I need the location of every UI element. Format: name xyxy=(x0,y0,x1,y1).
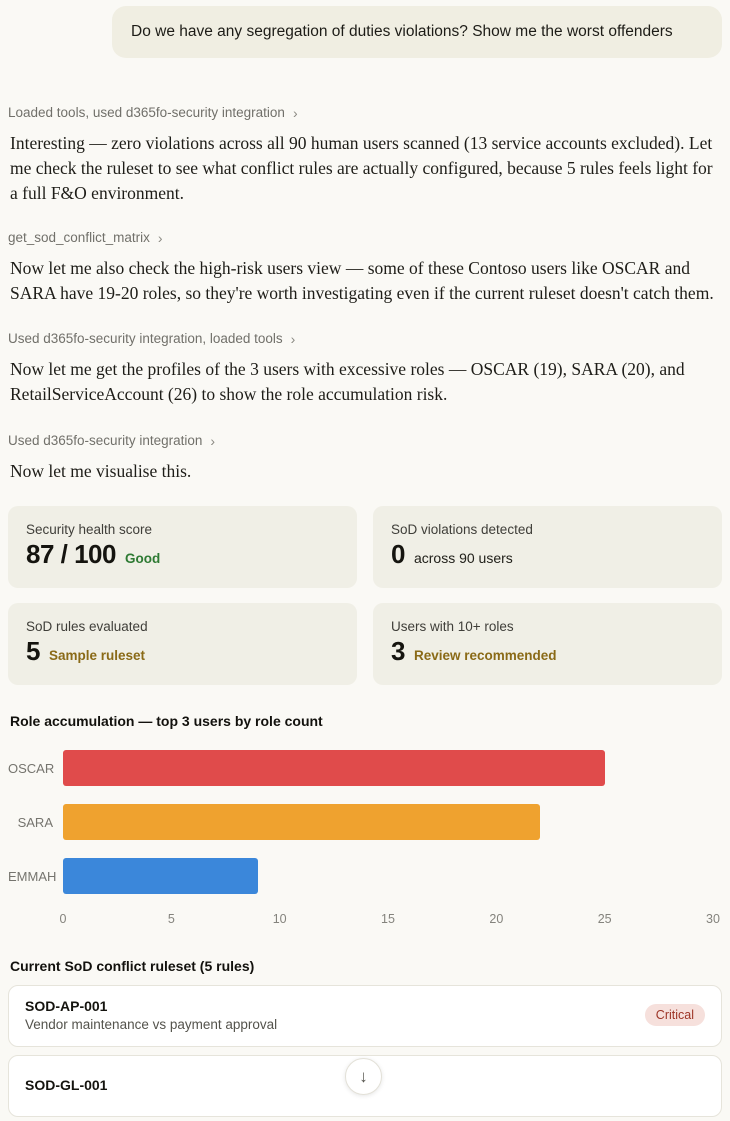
user-message-bubble xyxy=(112,6,722,58)
tool-use-summary-3[interactable] xyxy=(8,331,295,346)
ruleset-heading: Current SoD conflict ruleset (5 rules) xyxy=(10,958,255,974)
tool-use-summary-2[interactable] xyxy=(8,230,163,245)
stat-card-3 xyxy=(8,603,357,685)
chart-bar-track xyxy=(63,804,713,840)
stat-card-2 xyxy=(373,506,722,588)
chevron-right-icon: › xyxy=(157,229,163,246)
stat-label: SoD violations detected xyxy=(391,522,533,537)
chart-x-tick-10: 10 xyxy=(272,912,287,926)
chevron-right-icon: › xyxy=(210,432,216,449)
tool-use-label: get_sod_conflict_matrix xyxy=(8,230,150,245)
rule-id: SOD-AP-001 xyxy=(25,998,108,1014)
stat-label: Users with 10+ roles xyxy=(391,619,514,634)
chart-x-tick-5: 5 xyxy=(167,912,175,926)
chart-bar-oscar xyxy=(63,750,605,786)
tool-use-summary-4[interactable] xyxy=(8,433,215,448)
stat-value: 5 xyxy=(26,636,40,666)
tool-use-label: Used d365fo-security integration xyxy=(8,433,203,448)
tool-use-label: Used d365fo-security integration, loaded tools xyxy=(8,331,283,346)
chart-row-oscar xyxy=(8,750,713,786)
assistant-paragraph-2: Now let me also check the high-risk users view — some of these Contoso users like OSCAR and SARA have 19-20 roles, so they're worth investigating even if the current ruleset doesn't catch them. xyxy=(10,258,714,303)
rule-id: SOD-GL-001 xyxy=(25,1077,108,1093)
stat-value-row xyxy=(391,636,704,667)
stat-card-1 xyxy=(8,506,357,588)
chart-title: Role accumulation — top 3 users by role count xyxy=(10,713,323,729)
chart-x-tick-20: 20 xyxy=(489,912,504,926)
stat-value: 87 / 100 xyxy=(26,539,116,569)
assistant-paragraph-3: Now let me get the profiles of the 3 users with excessive roles — OSCAR (19), SARA (20), and RetailServiceAccount (26) to show the role accumulation risk. xyxy=(10,359,685,404)
stat-status-text: Review recommended xyxy=(413,648,557,663)
stat-value: 0 xyxy=(391,539,405,569)
scroll-to-bottom-button[interactable] xyxy=(345,1058,382,1095)
stat-value-row xyxy=(26,636,339,667)
severity-badge: Critical xyxy=(645,1004,705,1026)
chart-bar-track xyxy=(63,750,713,786)
stat-label: Security health score xyxy=(26,522,153,537)
assistant-paragraph-1: Interesting — zero violations across all 90 human users scanned (13 service accounts excluded). Let me check the ruleset to see what conflict rules are actually configured, because 5 rules feels light for a full F&O environment. xyxy=(10,133,713,203)
chart-bar-sara xyxy=(63,804,540,840)
stat-status-text: Sample ruleset xyxy=(48,648,146,663)
rule-card-text xyxy=(25,1077,107,1093)
chevron-right-icon: › xyxy=(290,330,296,347)
stat-status-text: Good xyxy=(124,551,161,566)
stat-card-4 xyxy=(373,603,722,685)
tool-use-summary-1[interactable] xyxy=(8,105,298,120)
chart-row-emmah xyxy=(8,858,713,894)
stat-value-row xyxy=(26,539,339,570)
rule-card-sod-ap-001[interactable] xyxy=(8,985,722,1047)
chart-bar-emmah xyxy=(63,858,258,894)
chat-transcript xyxy=(0,6,730,1117)
chart-x-axis xyxy=(59,912,720,928)
role-accumulation-bar-chart xyxy=(8,750,722,928)
chart-bar-track xyxy=(63,858,713,894)
chart-x-tick-25: 25 xyxy=(597,912,612,926)
stat-label: SoD rules evaluated xyxy=(26,619,148,634)
assistant-paragraph-4: Now let me visualise this. xyxy=(10,461,192,481)
rule-description: Vendor maintenance vs payment approval xyxy=(25,1017,278,1032)
user-message-text: Do we have any segregation of duties violations? Show me the worst offenders xyxy=(131,23,673,40)
down-arrow-icon: ↓ xyxy=(359,1066,368,1086)
chart-bars xyxy=(8,750,713,894)
stat-value-row xyxy=(391,539,704,570)
chevron-right-icon: › xyxy=(292,104,298,121)
chart-category-label: SARA xyxy=(17,814,53,830)
stat-value: 3 xyxy=(391,636,405,666)
chart-category-label: OSCAR xyxy=(8,760,55,776)
tool-use-label: Loaded tools, used d365fo-security integration xyxy=(8,105,285,120)
chart-x-tick-15: 15 xyxy=(381,912,395,926)
rule-card-text xyxy=(25,998,277,1032)
stat-status-text: across 90 users xyxy=(413,550,513,566)
ruleset-card-list xyxy=(8,985,722,1117)
chart-category-label: EMMAH xyxy=(8,868,57,884)
chart-x-tick-0: 0 xyxy=(59,912,67,926)
stat-card-grid xyxy=(8,506,722,685)
chart-x-tick-30: 30 xyxy=(706,912,720,926)
chart-row-sara xyxy=(8,804,713,840)
